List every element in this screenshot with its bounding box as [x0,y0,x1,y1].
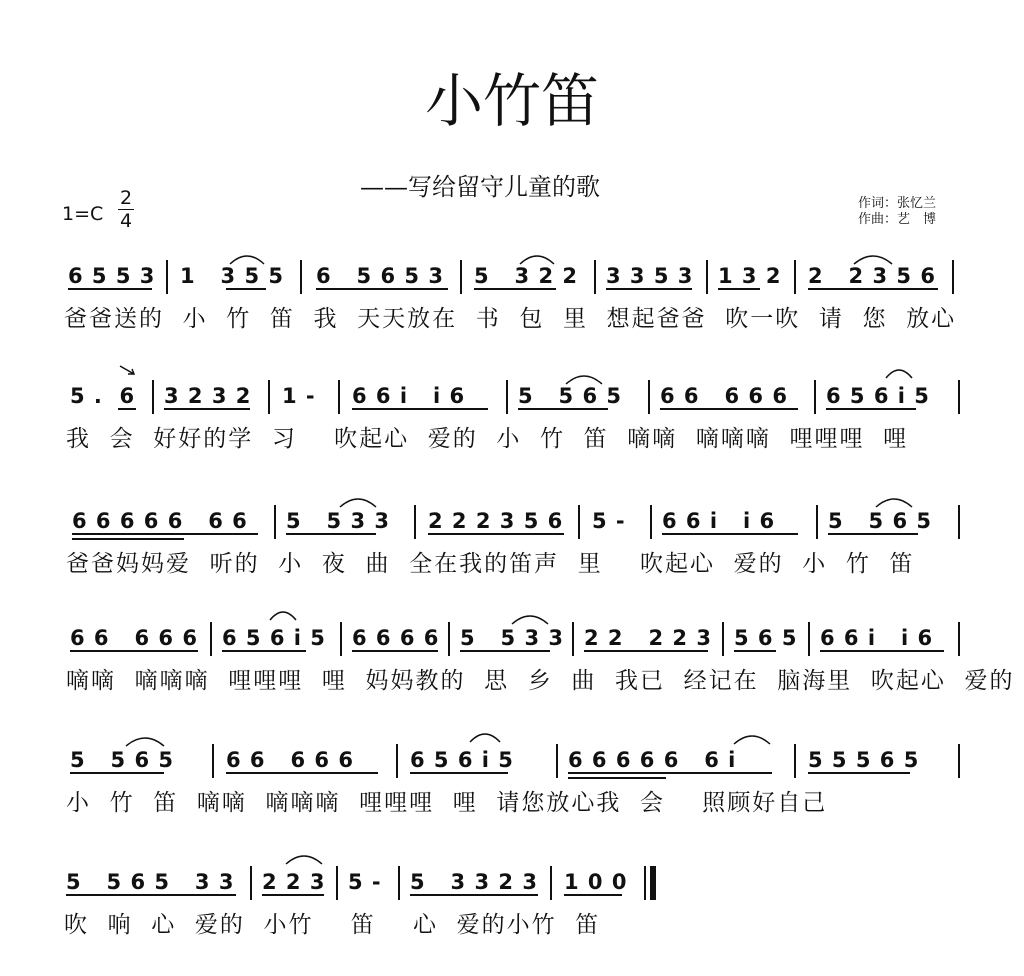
beam [286,533,376,535]
barline [210,622,212,656]
beam [568,772,772,774]
beam [734,650,776,652]
beam [564,894,622,896]
key-signature: 1=C [62,203,104,225]
measure: 2 2 2 2 3 [584,626,712,650]
time-signature [118,188,134,231]
measure: 6 6 i i 6 [352,384,466,408]
lyric-line: 嘀嘀 嘀嘀嘀 哩哩哩 哩 妈妈教的 思 乡 曲 我已 经记在 脑海里 吹起心 爱的 [66,668,1015,694]
beam [828,533,918,535]
measure: 5 3 3 2 3 [410,870,538,894]
slur [518,252,556,266]
beam [584,650,708,652]
measure: 5 - [348,870,382,894]
barline [550,866,552,900]
beam [164,408,250,410]
beam [662,533,798,535]
measure: 5 5 3 3 [286,509,391,533]
measure: 6 6 6 6 6 6 i [568,748,737,772]
beam [352,408,488,410]
lyric-line: 爸爸送的 小 竹 笛 我 天天放在 书 包 里 想起爸爸 吹一吹 请 您 放心 [64,306,957,332]
slur [468,730,502,744]
barline [460,260,462,294]
measure: 2 2 3 [262,870,326,894]
barline [556,744,558,778]
measure: 6 6 6 6 6 [226,748,354,772]
beam [568,777,666,779]
song-title: 小竹笛 [424,67,599,135]
barline [578,505,580,539]
measure: 6 6 6 6 6 6 6 [72,509,248,533]
barline [644,866,646,900]
slur [732,732,772,746]
lyric-line: 吹 响 心 爱的 小竹 笛 心 爱的小竹 笛 [64,912,601,938]
time-signature-top: 2 [119,187,133,209]
beam [410,894,538,896]
slur [268,608,298,622]
barline [648,380,650,414]
beam [262,894,324,896]
barline [808,622,810,656]
measure: 6 5 6 i 5 [222,626,326,650]
barline [958,744,960,778]
beam [68,288,152,290]
lyric-line: 小 竹 笛 嘀嘀 嘀嘀嘀 哩哩哩 哩 请您放心我 会 照顾好自己 [66,790,828,816]
measure: 6 5 6 i 5 [410,748,514,772]
lyric-line: 爸爸妈妈爱 听的 小 夜 曲 全在我的笛声 里 吹起心 爱的 小 竹 笛 [66,551,915,577]
beam [72,533,258,535]
grace-arrow [118,364,138,378]
measure: 6 6 6 6 [352,626,440,650]
barline [414,505,416,539]
barline [336,866,338,900]
measure: 5 5 6 5 [828,509,933,533]
slur [564,372,604,386]
credits [858,196,936,228]
song-subtitle: ——写给留守儿童的歌 [360,173,600,201]
barline [650,505,652,539]
slur [228,252,266,266]
barline [952,260,954,294]
measure: 5 . 6 [70,384,136,408]
barline [506,380,508,414]
beam [808,288,938,290]
slur [124,734,166,748]
slur [874,495,914,509]
beam [808,772,910,774]
slur [510,612,550,626]
measure: 5 5 6 5 3 3 [66,870,235,894]
measure: 6 5 5 3 [68,264,156,288]
barline [338,380,340,414]
barline [816,505,818,539]
measure: 1 3 5 5 [180,264,285,288]
beam [428,533,564,535]
beam [72,538,184,540]
measure: 5 5 3 3 [460,626,565,650]
lyric-line: 我 会 好好的学 习 吹起心 爱的 小 竹 笛 嘀嘀 嘀嘀嘀 哩哩哩 哩 [66,426,909,452]
beam [226,772,378,774]
barline [958,505,960,539]
barline [958,380,960,414]
slur [852,252,894,266]
beam [222,650,306,652]
measure: 1 3 2 [718,264,782,288]
barline [722,622,724,656]
final-barline [650,866,656,900]
measure: 5 5 5 6 5 [808,748,920,772]
beam [316,288,448,290]
measure: 3 3 5 3 [606,264,694,288]
barline [250,866,252,900]
beam [518,408,608,410]
measure: 5 5 6 5 [70,748,175,772]
measure: 5 3 2 2 [474,264,579,288]
beam [718,288,760,290]
measure: 6 6 i i 6 [662,509,776,533]
barline [166,260,168,294]
beam [70,650,198,652]
measure: 1 - [282,384,316,408]
barline [340,622,342,656]
measure: 1 0 0 [564,870,628,894]
slur [338,495,378,509]
barline [448,622,450,656]
beam [66,894,236,896]
measure: 5 - [592,509,626,533]
barline [396,744,398,778]
measure: 2 2 3 5 6 [808,264,936,288]
measure: 5 5 6 5 [518,384,623,408]
barline [706,260,708,294]
beam [460,650,550,652]
measure: 6 6 6 6 6 [660,384,788,408]
barline [274,505,276,539]
beam [826,408,916,410]
measure: 6 6 i i 6 [820,626,934,650]
beam [410,772,508,774]
barline [572,622,574,656]
barline [958,622,960,656]
composer-credit: 作曲：艺 博 [858,212,937,227]
measure: 6 5 6 5 3 [316,264,444,288]
barline [594,260,596,294]
beam [474,288,556,290]
beam [820,650,944,652]
barline [212,744,214,778]
slur [284,852,324,866]
beam [70,772,164,774]
measure: 6 5 6 i 5 [826,384,930,408]
beam [606,288,692,290]
beam [226,288,266,290]
beam [660,408,798,410]
barline [794,744,796,778]
barline [152,380,154,414]
beam [352,650,438,652]
lyricist-credit: 作词：张忆兰 [858,196,937,211]
measure: 6 6 6 6 6 [70,626,198,650]
slur [884,366,914,380]
beam [118,408,136,410]
measure: 3 2 3 2 [164,384,252,408]
barline [794,260,796,294]
time-signature-bottom: 4 [119,210,133,232]
barline [300,260,302,294]
barline [398,866,400,900]
barline [814,380,816,414]
barline [268,380,270,414]
measure: 2 2 2 3 5 6 [428,509,564,533]
measure: 5 6 5 [734,626,798,650]
